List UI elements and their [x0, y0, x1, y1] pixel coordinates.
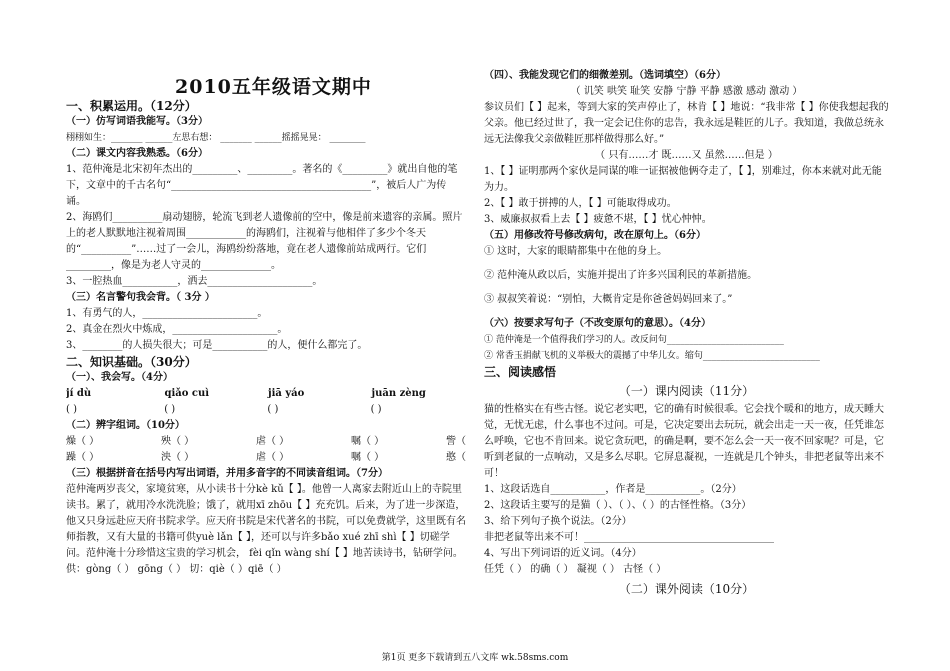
left-line: （三）名言警句我会背。（ 3分 ） — [66, 292, 215, 303]
left-line: 1、有勇气的人，_______________________。 — [66, 308, 268, 319]
question-line: 3、给下列句子换个说法。（2分） — [484, 516, 632, 527]
left-line: 一、积累运用。（12分） — [66, 99, 197, 113]
char-cell: 憨（ — [446, 452, 466, 463]
pinyin-1: jí dù — [66, 388, 92, 399]
left-line: 2、真金在烈火中炼成，_____________________。 — [66, 324, 288, 335]
right-lines — [484, 68, 889, 380]
right-line: 三、阅读感悟 — [484, 365, 557, 379]
left-column — [66, 98, 466, 578]
char-row-2 — [66, 450, 466, 466]
right-line: 2、【 】敢于拼搏的人，【 】可能取得成功。 — [484, 198, 677, 209]
question-line: 任凭（ ） 的确（ ） 凝视（ ） 古怪（ ） — [484, 564, 667, 575]
pinyin-row — [66, 386, 466, 402]
left-lines — [66, 98, 466, 386]
right-line: （五）用修改符号修改病句，改在原句上。（6分） — [484, 230, 706, 241]
pinyin-4: juān zèng — [371, 388, 426, 399]
right-line: ② 常香玉捐献飞机的义举极大的震撼了中华儿女。缩句__________________________ — [484, 351, 820, 361]
question-line: 1、这段话选自___________，作者是___________。（2分） — [484, 484, 742, 495]
right-line: ① 范仲淹是一个值得我们学习的人。改反问句__________________________ — [484, 335, 784, 345]
left-line: （一）仿写词语我能写。（3分） — [66, 116, 208, 127]
char-cell: 泱（ ） — [161, 452, 195, 463]
section-char-words: （二）辨字组词。（10分） — [66, 420, 185, 431]
char-row-1 — [66, 434, 466, 450]
right-line: （六）按要求写句子（不改变原句的意思）。（4分） — [484, 318, 711, 329]
char-cell: 虐（ ） — [256, 436, 290, 447]
bracket-1: ( ) — [66, 404, 77, 415]
right-line: ② 范仲淹从政以后，实施并提出了许多兴国利民的革新措施。 — [484, 270, 758, 281]
char-cell: 嘱（ ） — [351, 436, 385, 447]
bracket-2: ( ) — [164, 404, 176, 415]
right-line: 参议员们【 】起来，等到大家的笑声停止了，林肯【 】地说：“我非常【 】你使我想起我的父亲。他已经过世了，我一定会记住你的忠告，我永远是鞋匠的儿子。我知道，我做总统永远无法像我父亲做鞋匠那样做得那么好。” — [484, 102, 889, 145]
right-line — [484, 260, 889, 268]
char-cell: 虐（ ） — [256, 452, 290, 463]
reading-questions — [484, 482, 889, 578]
char-cell: 躁（ ） — [66, 452, 100, 463]
char-cell: 訾（ — [446, 436, 466, 447]
right-line: （ 只有……才 既……又 虽然……但是 ） — [595, 150, 778, 161]
right-line: （ 讥笑 哄笑 耻笑 安静 宁静 平静 感激 感动 激动 ） — [570, 86, 803, 97]
reading-1-title: （一）课内阅读（11分） — [618, 384, 755, 398]
left-line: （一）、我会写。（4分） — [66, 372, 173, 383]
right-column — [484, 68, 889, 600]
left-line: 栩栩如生：_______ ______左思右想： _______ ______摇摇晃晃： ________ — [66, 133, 366, 143]
left-line: （二）课文内容我熟悉。（6分） — [66, 148, 208, 159]
right-line: ① 这时，大家的眼睛都集中在他的身上。 — [484, 246, 668, 257]
question-line: 2、这段话主要写的是猫（ ）、（ ）、（ ）的古怪性格。（3分） — [484, 500, 752, 511]
pinyin-3: jiā yáo — [267, 388, 305, 399]
reading-1-passage: 猫的性格实在有些古怪。说它老实吧，它的确有时候很乖。它会找个暖和的地方，成天睡大觉，无忧无虑，什么事也不过问。可是，它决定要出去玩玩，就会出走一天一夜，任凭谁怎么呼唤，它也不肯回来。说它贪玩吧，的确是啊，要不怎么会一天一夜不回家呢？可是，它听到老鼠的一点响动，又是多么尽职。它屏息凝视，一连就是几个钟头，非把老鼠等出来不可！ — [484, 404, 884, 479]
page-title: 2010五年级语文期中 — [175, 76, 372, 98]
passage-fanzhongyan: 范仲淹两岁丧父，家境贫寒，从小读书十分kè kǔ【 】。他曾一人离家去附近山上的寺院里读书。累了，就用冷水洗洗脸；饿了，就用xī zhōu【 】充充饥。后来，为了进一步深造，他又只身远赴应天府书院求学。应天府书院是宋代著名的书院，可以免费就学，这里既有名师指教，又有大量的书籍可供yuè lǎn【 】，还可以与许多bǎo xué zhī shì【 】切磋学问。范仲淹十分珍惜这宝贵的学习机会， fèi qǐn wàng shí【 】地苦读诗书，钻研学问。 — [66, 484, 466, 559]
reading-2-title: （二）课外阅读（10分） — [618, 582, 755, 596]
right-line: ③ 叔叔笑着说：“别怕，大概肯定是你爸爸妈妈回来了。” — [484, 294, 733, 305]
polyphone-row: 供：gòng（ ） gōng（ ） 切：qiè（ ）qiē（ ） — [66, 564, 287, 575]
pinyin-2: qiǎo cuì — [164, 388, 210, 399]
char-cell: 嘱（ ） — [351, 452, 385, 463]
left-line: 1、范仲淹是北宋初年杰出的_________、_________。著名的《_________》就出自他的笔下，文章中的千古名句“________________________________________”，被后人广为传诵。 — [66, 164, 458, 207]
bracket-4: ( ) — [370, 404, 382, 415]
left-line: 3、一腔热血___________，洒去_____________________。 — [66, 276, 323, 287]
char-cell: 燥（ ） — [66, 436, 100, 447]
right-line: （四）、我能发现它们的细微差别。（选词填空）（6分） — [484, 70, 726, 81]
pinyin-brackets — [66, 402, 466, 418]
section-pinyin-words: （三）根据拼音在括号内写出词语，并用多音字的不同读音组词。（7分） — [66, 468, 388, 479]
page-footer: 第1页 更多下载请到五八文库 wk.58sms.com — [381, 653, 569, 663]
left-line: 3、________的人损失很大；可是___________的人，便什么都完了。 — [66, 340, 368, 351]
char-cell: 殃（ ） — [161, 436, 195, 447]
bracket-3: ( ) — [267, 404, 279, 415]
right-line: 3、威廉叔叔看上去【 】疲惫不堪，【 】忧心忡忡。 — [484, 214, 712, 225]
question-line: 4、写出下列词语的近义词。（4分） — [484, 548, 642, 559]
left-line: 2、海鸥们__________扇动翅膀，轮流飞到老人遗像前的空中，像是前来遗容的亲属。照片上的老人默默地注视着周围____________的海鸥们，注视着与他相伴了多少个冬天的“__________”……过了一会儿，海鸥纷纷落地，竟在老人遗像前站成两行。它们_________，像是为老人守灵的______________。 — [66, 212, 463, 271]
question-line: 非把老鼠等出来不可！______________________________________ — [484, 532, 774, 543]
right-line — [484, 308, 889, 316]
right-line — [484, 284, 889, 292]
left-line: 二、知识基础。（30分） — [66, 355, 197, 369]
right-line: 1、【 】证明那两个家伙是同谋的唯一证据被他俩夺走了，【 】，别难过，你本来就对此无能为力。 — [484, 166, 882, 193]
